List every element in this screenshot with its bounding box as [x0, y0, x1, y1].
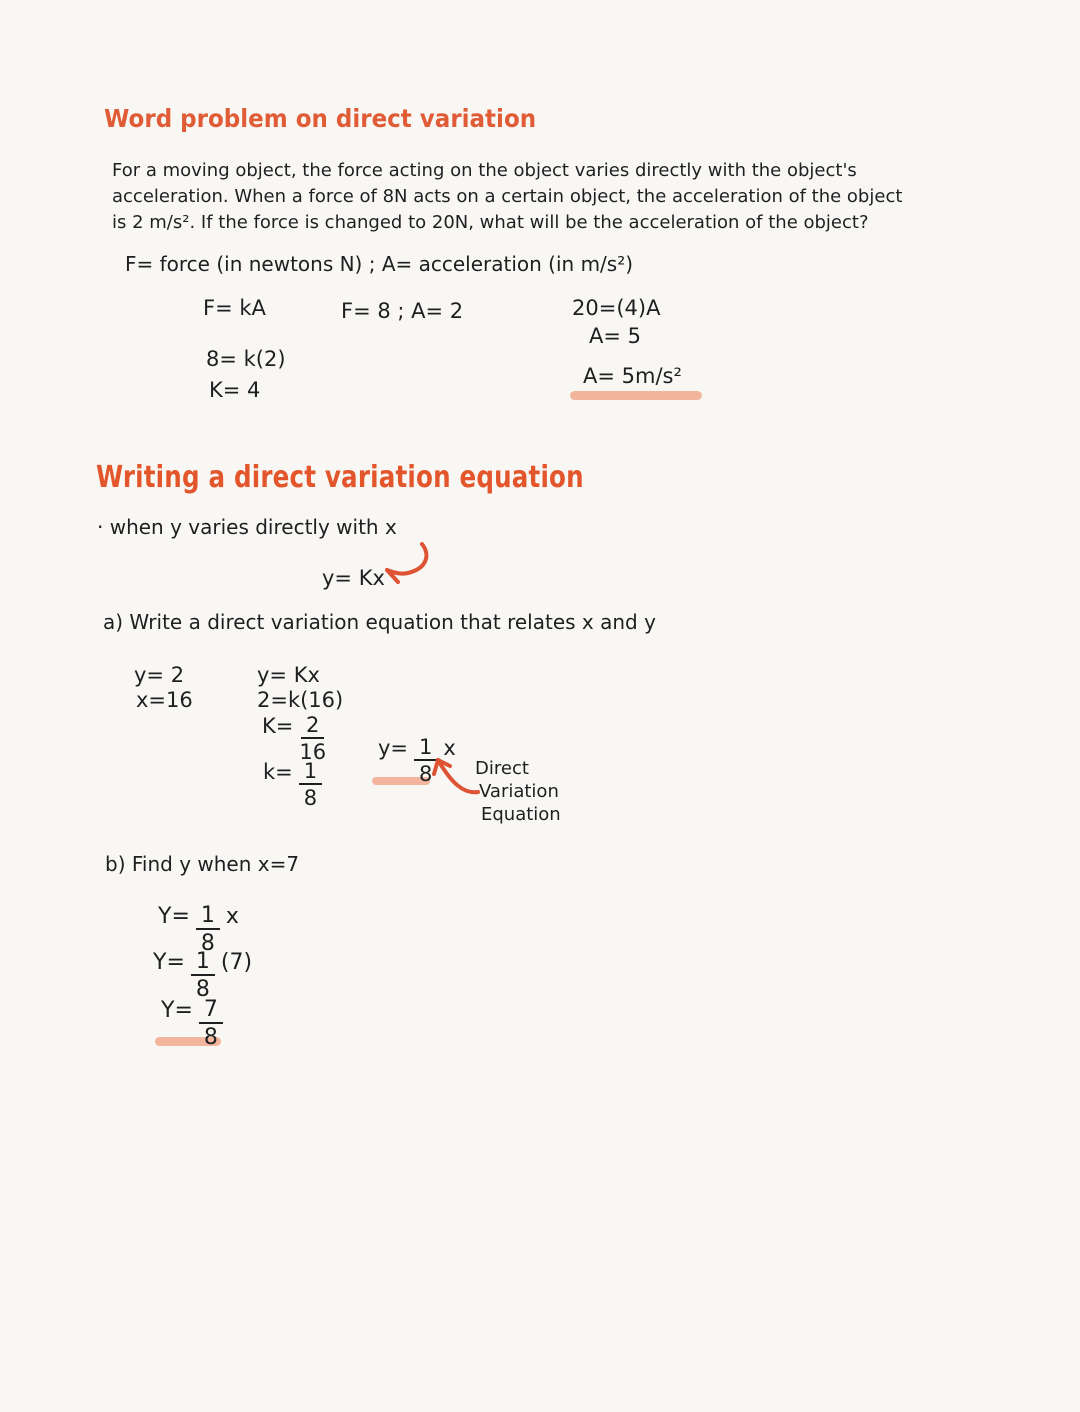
- fraction-denominator: 8: [203, 1025, 218, 1051]
- section1-title: Word problem on direct variation: [104, 104, 537, 133]
- part-b-prompt: b) Find y when x=7: [105, 852, 300, 876]
- fraction-suffix: x: [443, 736, 456, 760]
- fraction-denominator: 16: [299, 740, 327, 765]
- equation-solve-2: A= 5: [589, 324, 641, 348]
- part-a-fraction-1: [262, 714, 326, 764]
- annotation-line-2: Variation: [479, 781, 559, 802]
- fraction-numerator: 1: [414, 736, 437, 761]
- fraction-prefix: Y=: [161, 998, 193, 1023]
- part-a-prompt: a) Write a direct variation equation that relates x and y: [103, 610, 656, 634]
- equation-given: F= 8 ; A= 2: [341, 299, 464, 323]
- part-b-step-3: [161, 998, 229, 1050]
- fraction-prefix: Y=: [153, 950, 185, 975]
- fraction-prefix: k=: [263, 760, 293, 784]
- curved-arrow-icon: [382, 540, 442, 596]
- problem-paragraph: [112, 158, 902, 236]
- formula-y-kx: y= Kx: [322, 566, 385, 590]
- equation-constant: K= 4: [209, 378, 261, 402]
- equation-model: F= kA: [203, 296, 266, 320]
- fraction-prefix: Y=: [158, 904, 190, 929]
- fraction-numerator: 2: [301, 714, 324, 739]
- equation-answer: A= 5m/s²: [583, 364, 682, 388]
- fraction: [299, 760, 322, 810]
- section2-title: Writing a direct variation equation: [96, 460, 584, 495]
- problem-line-2: acceleration. When a force of 8N acts on a certain object, the acceleration of the object: [112, 186, 903, 207]
- fraction-suffix: (7): [220, 950, 253, 975]
- annotation-line-1: Direct: [475, 758, 529, 779]
- fraction-denominator: 8: [195, 977, 210, 1003]
- part-a-given-y: y= 2: [134, 663, 185, 687]
- fraction-prefix: K=: [262, 714, 294, 738]
- variable-definitions: F= force (in newtons N) ; A= acceleration (in m/s²): [125, 252, 634, 276]
- part-a-step-2: 2=k(16): [257, 688, 344, 712]
- part-a-given-x: x=16: [136, 688, 193, 712]
- problem-line-1: For a moving object, the force acting on the object varies directly with the object's: [112, 160, 857, 181]
- equation-substitute: 8= k(2): [206, 347, 286, 371]
- fraction-numerator: 1: [299, 760, 322, 785]
- fraction: [299, 714, 326, 764]
- equation-solve-1: 20=(4)A: [572, 296, 661, 320]
- answer-highlight: [570, 391, 702, 400]
- fraction-prefix: y=: [378, 736, 409, 760]
- fraction-numerator: 7: [199, 998, 223, 1024]
- part-b-step-2: [153, 950, 252, 1002]
- bullet-note: · when y varies directly with x: [97, 515, 397, 539]
- annotation-label: [475, 757, 561, 826]
- fraction-denominator: 8: [419, 762, 433, 787]
- annotation-line-3: Equation: [481, 804, 561, 825]
- fraction: [191, 950, 215, 1002]
- fraction: [199, 998, 223, 1050]
- problem-line-3: is 2 m/s². If the force is changed to 20N, what will be the acceleration of the object?: [112, 212, 869, 233]
- part-a-step-1: y= Kx: [257, 663, 320, 687]
- fraction-numerator: 1: [191, 950, 215, 976]
- fraction-denominator: 8: [200, 931, 215, 957]
- fraction-numerator: 1: [196, 904, 220, 930]
- part-a-fraction-2: [263, 760, 322, 810]
- fraction-suffix: x: [225, 904, 239, 929]
- fraction-denominator: 8: [303, 786, 318, 811]
